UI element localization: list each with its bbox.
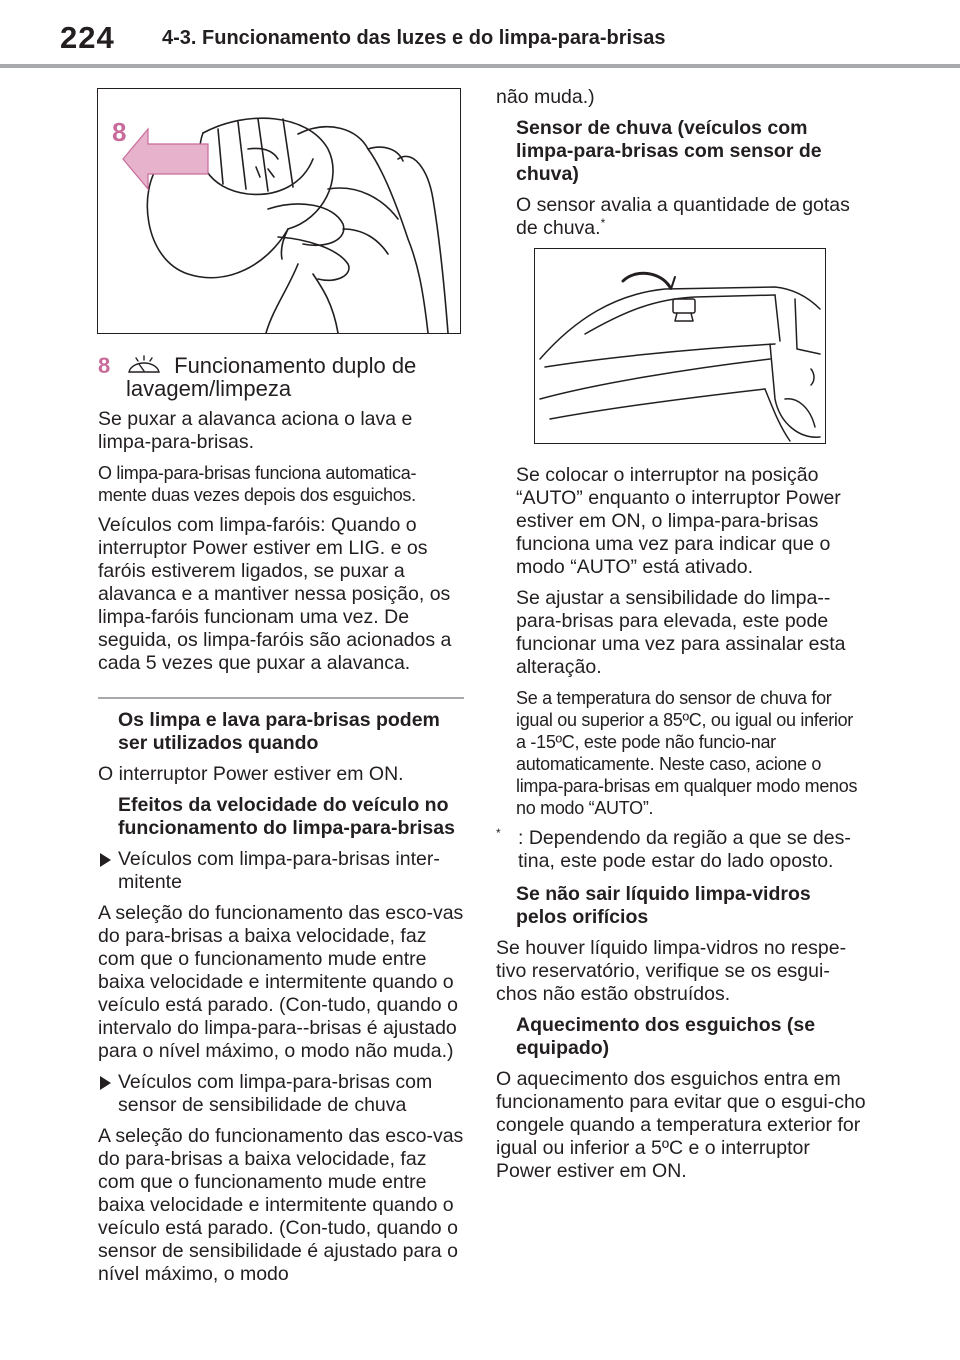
- left-column: [98, 88, 464, 1294]
- page-number: 224: [60, 20, 115, 55]
- item-number: 8: [98, 353, 111, 378]
- paragraph-sensitivity: Se ajustar a sensibilidade do limpa--para-brisas para elevada, este pode funcionar uma vez para assinalar esta alteração.: [516, 587, 846, 678]
- heading-nozzle-heating: Aquecimento dos esguichos (se equipado): [516, 1014, 816, 1059]
- paragraph-intermittent: A seleção do funcionamento das esco-vas do para-brisas a baixa velocidade, faz com que o funcionamento mude entre baixa velocidade e intermitente quando o veículo está parado. (Con-tudo, quando o intervalo do limpa-para--brisas é ajustado para o nível máximo, o modo não muda.): [98, 901, 464, 1062]
- heading-rain-sensor: Sensor de chuva (veículos com limpa-para-brisas com sensor de chuva): [516, 117, 822, 185]
- footnote-marker: *: [600, 216, 606, 230]
- paragraph-power-on: O interruptor Power estiver em ON.: [98, 762, 404, 785]
- page-header: [0, 0, 960, 70]
- bullet-text: Veículos com limpa-para-brisas com sensor de sensibilidade de chuva: [118, 1070, 433, 1116]
- heading-speed-effects: Efeitos da velocidade do veículo no funcionamento do limpa-para-brisas: [118, 793, 455, 839]
- paragraph-auto-wipes: O limpa-para-brisas funciona automatica-mente duas vezes depois dos esguichos.: [98, 463, 417, 505]
- item-title: Funcionamento duplo de lavagem/limpeza: [126, 353, 417, 401]
- paragraph-sensor-evaluates: O sensor avalia a quantidade de gotas de chuva.*: [516, 194, 850, 239]
- footnote: [496, 827, 866, 873]
- figure-step-label: 8: [112, 117, 127, 147]
- paragraph-headlight-cleaners: Veículos com limpa-faróis: Quando o interruptor Power estiver em LIG. e os faróis estiverem ligados, se puxar a alavanca e a mantiver nessa posição, os limpa-faróis funcionam uma vez. De seguida, os limpa-faróis são acionados a cada 5 vezes que puxar a alavanca.: [98, 514, 452, 674]
- bullet-triangle-icon: [100, 1076, 111, 1090]
- footnote-asterisk: *: [496, 826, 501, 840]
- bullet-triangle-icon: [100, 853, 111, 867]
- heading-no-fluid: Se não sair líquido limpa-vidros pelos orifícios: [516, 883, 811, 928]
- bullet-intermittent: [98, 848, 464, 894]
- section-divider: [98, 697, 464, 699]
- paragraph-rain-sensor: A seleção do funcionamento das esco-vas do para-brisas a baixa velocidade, faz com que o funcionamento mude entre baixa velocidade e intermitente quando o veículo está parado. (Con-tudo, quando o sensor de sensibilidade é ajustado para o nível máximo, o modo: [98, 1124, 464, 1285]
- paragraph-auto-position: Se colocar o interruptor na posição “AUTO” enquanto o interruptor Power estiver em ON, o limpa-para-brisas funciona uma vez para indicar que o modo “AUTO” está ativado.: [516, 464, 841, 578]
- heading-usable-when: Os limpa e lava para-brisas podem ser utilizados quando: [118, 708, 440, 754]
- paragraph-continued: não muda.): [496, 86, 595, 108]
- item-heading: [98, 354, 464, 400]
- header-rule: [0, 64, 960, 68]
- wiper-lever-illustration: [97, 88, 461, 334]
- paragraph-nozzle-heating: O aquecimento dos esguichos entra em funcionamento para evitar que o esgui-cho congele quando a temperatura exterior for igual ou inferior a 5ºC e o interruptor Power estiver em ON.: [496, 1068, 866, 1182]
- paragraph-washer-action: Se puxar a alavanca aciona o lava e limpa-para-brisas.: [98, 408, 413, 453]
- paragraph-temperature: Se a temperatura do sensor de chuva for igual ou superior a 85ºC, ou igual ou inferior a -15ºC, este pode não funcio-nar automaticamente. Neste caso, acione o limpa-para-brisas em qualquer modo menos no modo “AUTO”.: [516, 688, 858, 818]
- rain-sensor-car-illustration: [534, 248, 826, 444]
- footnote-text: : Dependendo da região a que se des-tina, este pode estar do lado oposto.: [518, 827, 851, 872]
- washer-icon: [126, 354, 162, 376]
- section-title: 4-3. Funcionamento das luzes e do limpa-para-brisas: [162, 27, 666, 49]
- paragraph-check-nozzles: Se houver líquido limpa-vidros no respe-tivo reservatório, verifique se os esgui-chos não estão obstruídos.: [496, 937, 847, 1005]
- right-column: [496, 86, 866, 1191]
- bullet-text: Veículos com limpa-para-brisas inter-mitente: [118, 847, 440, 893]
- bullet-rain-sensor: [98, 1071, 464, 1117]
